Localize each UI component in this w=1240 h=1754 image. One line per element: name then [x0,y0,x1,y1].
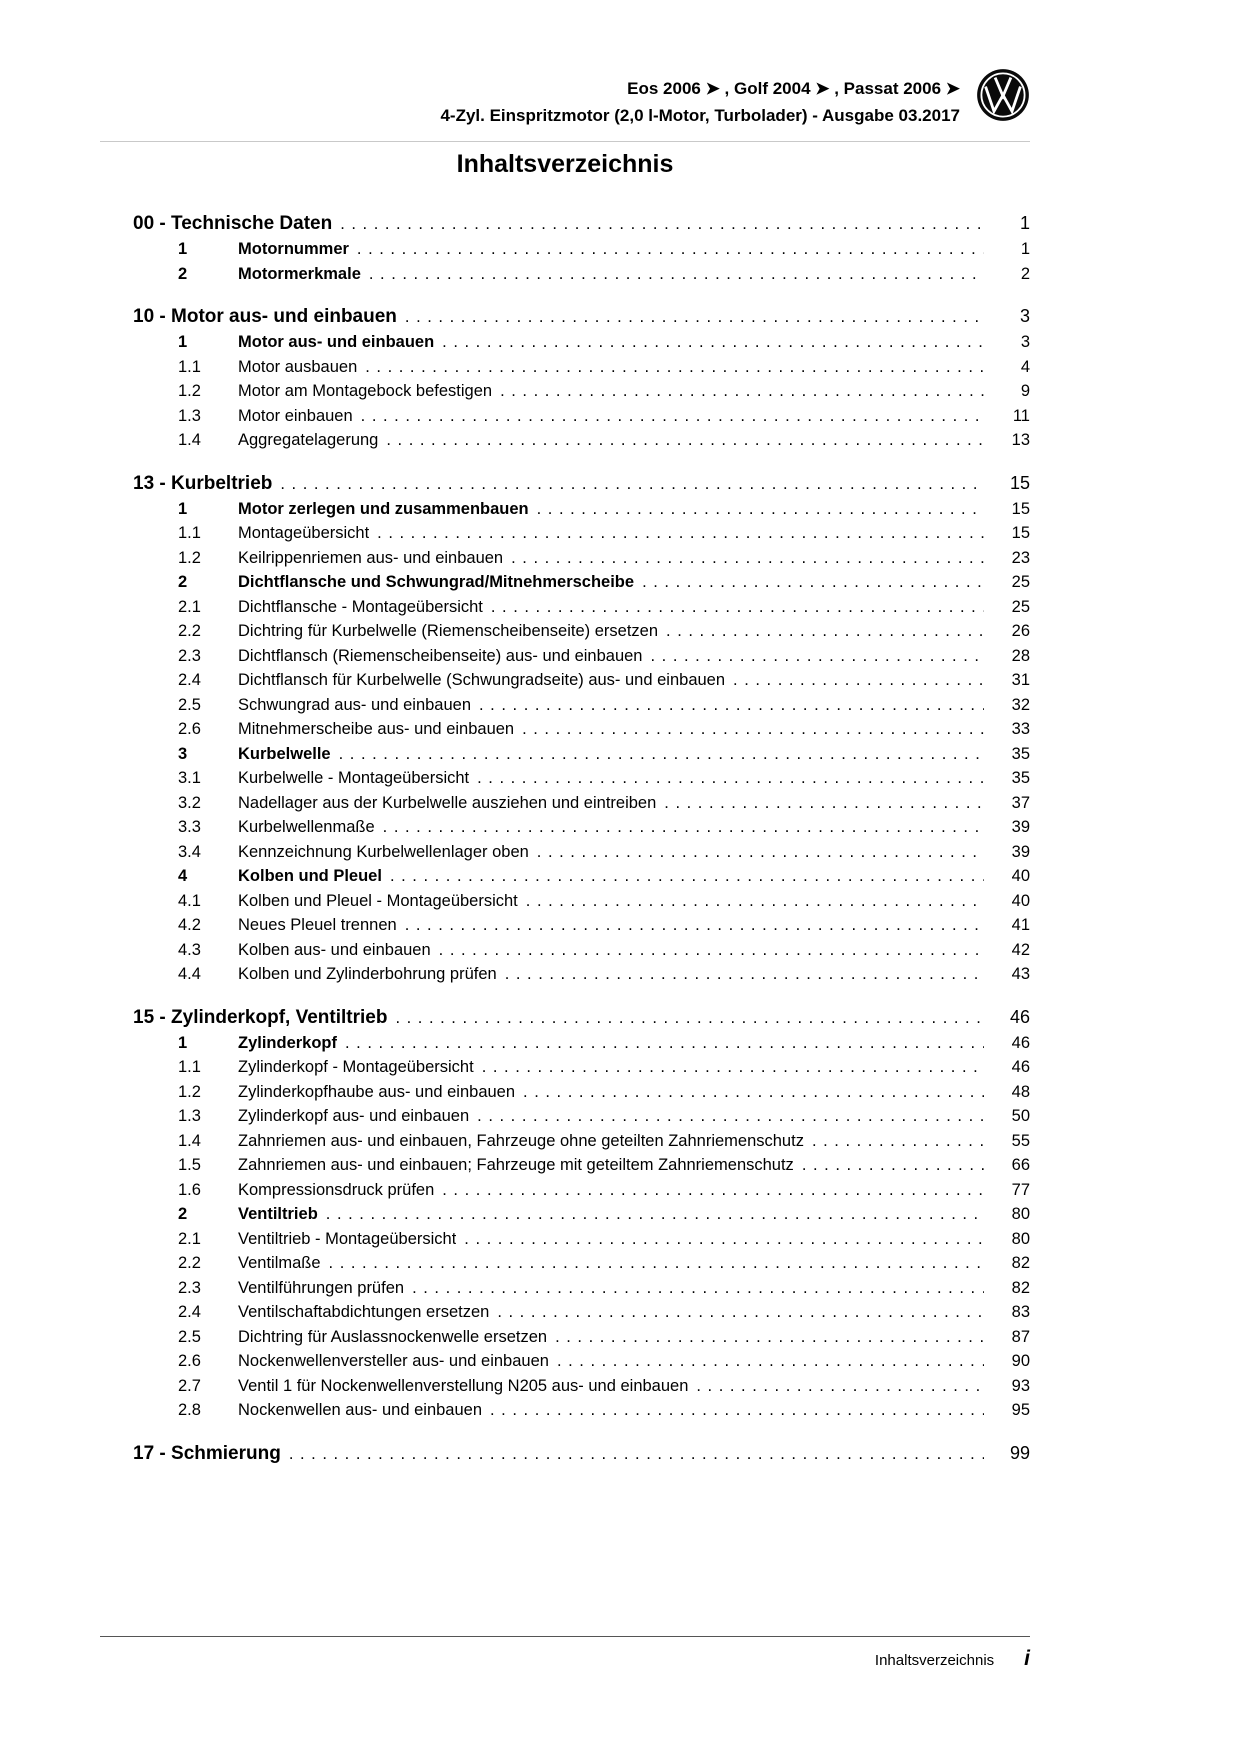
dot-leader [802,1153,984,1178]
toc-entry-row [133,1129,1030,1154]
entry-label: Mitnehmerscheibe aus- und einbauen [238,720,515,738]
dot-leader [383,815,984,840]
toc-section-row [133,303,1030,330]
entry-label: Ventilschaftabdichtungen ersetzen [238,1303,490,1321]
header-text [440,68,960,129]
dot-leader [386,428,984,453]
dot-leader [522,717,984,742]
entry-number: 2.3 [178,1278,201,1297]
section-label: 17 - Schmierung [133,1442,281,1464]
dot-leader [490,1398,984,1423]
header-divider [100,141,1030,142]
header-subtitle: 4-Zyl. Einspritzmotor (2,0 l-Motor, Turbolader) - Ausgabe 03.2017 [440,106,960,125]
entry-page-number: 46 [1011,1058,1030,1076]
entry-label: Zylinderkopfhaube aus- und einbauen [238,1082,516,1101]
entry-page-number: 1 [1020,240,1030,258]
entry-label: Kolben aus- und einbauen [238,940,431,959]
entry-label: Dichtflansch für Kurbelwelle (Schwungradseite) aus- und einbauen [238,671,726,689]
entry-page-number: 55 [1011,1131,1030,1150]
entry-number: 2.5 [178,1327,201,1346]
dot-leader [439,938,984,963]
footer-label: Inhaltsverzeichnis [874,1652,995,1669]
dot-leader [664,791,984,816]
dot-leader [537,840,984,865]
section-label: 10 - Motor aus- und einbauen [133,306,397,327]
entry-page-number: 37 [1011,793,1030,812]
entry-number: 4.1 [178,891,201,910]
entry-label: Zahnriemen aus- und einbauen, Fahrzeuge ohne geteilten Zahnriemenschutz [238,1131,804,1150]
entry-label: Ventil 1 für Nockenwellenverstellung N205 aus- und einbauen [238,1376,689,1395]
toc-entry-row [133,262,1030,287]
footer-page-number: i [1024,1647,1030,1670]
entry-page-number: 26 [1011,622,1030,640]
entry-label: Motor aus- und einbauen [238,333,435,351]
toc-entry-row [133,840,1030,865]
entry-number: 2.2 [178,1254,201,1272]
dot-leader [369,262,984,287]
dot-leader [650,644,984,669]
toc-entry-row [133,791,1030,816]
dot-leader [405,304,984,330]
entry-number: 1.3 [178,406,201,425]
dot-leader [464,1227,984,1252]
dot-leader [526,889,984,914]
toc-entry-row [133,379,1030,404]
toc-entry-row [133,1080,1030,1105]
entry-number: 3.1 [178,769,201,787]
toc-entry-row [133,1178,1030,1203]
entry-label: Ventiltrieb - Montageübersicht [238,1229,457,1248]
entry-label: Dichtflansche - Montageübersicht [238,597,483,616]
entry-page-number: 28 [1011,646,1030,665]
entry-label: Keilrippenriemen aus- und einbauen [238,548,504,567]
entry-number: 1.1 [178,524,201,542]
toc-entry-row [133,1398,1030,1423]
entry-page-number: 80 [1011,1229,1030,1248]
entry-number: 2.2 [178,622,201,640]
entry-page-number: 15 [1011,524,1030,542]
toc-entry-row [133,570,1030,595]
entry-label: Ventilführungen prüfen [238,1278,405,1297]
dot-leader [523,1080,984,1105]
entry-number: 4 [178,867,188,885]
entry-page-number: 39 [1011,818,1030,836]
toc-section-row [133,1004,1030,1031]
dot-leader [477,1104,984,1129]
toc-section-row [133,1440,1030,1467]
entry-label: Motor am Montagebock befestigen [238,382,493,400]
entry-number: 2.4 [178,671,201,689]
entry-label: Kompressionsdruck prüfen [238,1180,435,1199]
toc-entry-row [133,619,1030,644]
toc-entry-row [133,693,1030,718]
toc-entry-row [133,864,1030,889]
entry-number: 3.4 [178,842,201,861]
dot-leader [395,1005,984,1031]
entry-number: 3.3 [178,818,201,836]
dot-leader [497,1300,984,1325]
dot-leader [733,668,984,693]
entry-label: Motor einbauen [238,406,353,425]
entry-number: 2.1 [178,1229,201,1248]
entry-label: Schwungrad aus- und einbauen [238,695,472,714]
entry-number: 2.3 [178,646,201,665]
toc-section-row [133,210,1030,237]
entry-number: 1.2 [178,548,201,567]
dot-leader [812,1129,984,1154]
entry-page-number: 35 [1011,744,1030,763]
toc-entry-row [133,546,1030,571]
entry-number: 3.2 [178,793,201,812]
dot-leader [642,570,984,595]
dot-leader [390,864,984,889]
entry-page-number: 90 [1011,1352,1030,1370]
toc-entry-row [133,1276,1030,1301]
entry-label: Kurbelwelle - Montageübersicht [238,769,470,787]
entry-number: 4.3 [178,940,201,959]
entry-page-number: 82 [1011,1254,1030,1272]
entry-label: Dichtflansche und Schwungrad/Mitnehmerscheibe [238,573,635,591]
entry-number: 1.4 [178,431,201,449]
toc-entry-row [133,1227,1030,1252]
toc-entry-row [133,644,1030,669]
toc-entry-row [133,404,1030,429]
header [100,68,1030,129]
entry-label: Dichtring für Auslassnockenwelle ersetzen [238,1327,548,1346]
toc-entry-row [133,1374,1030,1399]
dot-leader [555,1325,984,1350]
dot-leader [365,355,984,380]
entry-number: 2.1 [178,597,201,616]
section-page-number: 99 [1009,1442,1030,1463]
entry-number: 2.8 [178,1401,201,1419]
footer [100,1636,1030,1671]
entry-page-number: 43 [1011,965,1030,983]
entry-number: 1.6 [178,1180,201,1199]
entry-number: 1 [178,499,188,518]
entry-page-number: 23 [1011,548,1030,567]
toc-entry-row [133,815,1030,840]
entry-label: Montageübersicht [238,524,370,542]
toc-entry-row [133,1251,1030,1276]
toc-entry-row [133,355,1030,380]
entry-label: Motor zerlegen und zusammenbauen [238,499,529,518]
entry-page-number: 35 [1011,769,1030,787]
entry-page-number: 15 [1011,499,1030,518]
section-page-number: 15 [1009,472,1030,493]
header-models: Eos 2006 ➤ , Golf 2004 ➤ , Passat 2006 ➤ [627,79,960,98]
dot-leader [482,1055,984,1080]
toc [133,210,1030,1467]
dot-leader [412,1276,984,1301]
entry-number: 1.2 [178,382,201,400]
toc-entry-row [133,330,1030,355]
entry-page-number: 31 [1011,671,1030,689]
entry-number: 1.1 [178,1058,201,1076]
dot-leader [557,1349,984,1374]
entry-page-number: 48 [1011,1082,1030,1101]
toc-entry-row [133,1153,1030,1178]
vw-logo-icon [976,68,1030,122]
entry-number: 2.7 [178,1376,201,1395]
dot-leader [479,693,984,718]
entry-number: 2.6 [178,1352,201,1370]
dot-leader [477,766,984,791]
toc-entry-row [133,428,1030,453]
entry-label: Neues Pleuel trennen [238,916,397,934]
toc-entry-row [133,717,1030,742]
entry-page-number: 32 [1011,695,1030,714]
entry-label: Dichtflansch (Riemenscheibenseite) aus- und einbauen [238,646,643,665]
dot-leader [500,379,984,404]
entry-label: Dichtring für Kurbelwelle (Riemenscheibenseite) ersetzen [238,622,659,640]
entry-page-number: 25 [1011,597,1030,616]
toc-entry-row [133,668,1030,693]
entry-number: 1.5 [178,1156,201,1174]
toc-entry-row [133,938,1030,963]
entry-page-number: 82 [1011,1278,1030,1297]
entry-page-number: 40 [1011,891,1030,910]
dot-leader [289,1441,984,1467]
entry-page-number: 4 [1020,357,1030,376]
toc-entry-row [133,497,1030,522]
toc-section-row [133,470,1030,497]
dot-leader [340,211,984,237]
section-label: 15 - Zylinderkopf, Ventiltrieb [133,1006,388,1028]
dot-leader [442,330,984,355]
entry-label: Kolben und Pleuel [238,867,382,885]
entry-label: Nadellager aus der Kurbelwelle ausziehen und eintreiben [238,793,657,812]
dot-leader [442,1178,984,1203]
entry-number: 1 [178,333,188,351]
section-page-number: 3 [1019,306,1030,326]
dot-leader [377,521,984,546]
entry-label: Aggregatelagerung [238,431,379,449]
dot-leader [345,1031,984,1056]
entry-label: Ventiltrieb [238,1205,318,1223]
entry-label: Kurbelwellenmaße [238,818,375,836]
entry-page-number: 39 [1011,842,1030,861]
entry-label: Kennzeichnung Kurbelwellenlager oben [238,842,529,861]
section-label: 13 - Kurbeltrieb [133,472,273,494]
section-label: 00 - Technische Daten [133,213,333,234]
entry-label: Kurbelwelle [238,744,331,763]
toc-entry-row [133,913,1030,938]
toc-entry-row [133,1031,1030,1056]
entry-page-number: 41 [1011,916,1030,934]
entry-number: 2.6 [178,720,201,738]
entry-page-number: 93 [1011,1376,1030,1395]
entry-label: Kolben und Zylinderbohrung prüfen [238,965,497,983]
entry-page-number: 11 [1012,406,1030,425]
dot-leader [339,742,984,767]
entry-label: Motor ausbauen [238,357,358,376]
toc-entry-row [133,962,1030,987]
dot-leader [505,962,984,987]
toc-entry-row [133,1202,1030,1227]
entry-page-number: 83 [1011,1303,1030,1321]
entry-number: 2 [178,1205,188,1223]
dot-leader [696,1374,984,1399]
toc-entry-row [133,237,1030,262]
entry-number: 1.1 [178,357,201,376]
entry-number: 1.4 [178,1131,201,1150]
entry-number: 2 [178,573,188,591]
entry-number: 1.3 [178,1107,201,1125]
dot-leader [537,497,984,522]
entry-page-number: 66 [1011,1156,1030,1174]
entry-page-number: 42 [1011,940,1030,959]
toc-entry-row [133,1300,1030,1325]
section-page-number: 1 [1019,213,1030,233]
entry-number: 2.4 [178,1303,201,1321]
toc-entry-row [133,1325,1030,1350]
page-title: Inhaltsverzeichnis [456,150,674,178]
dot-leader [357,237,984,262]
entry-number: 4.4 [178,965,201,983]
toc-entry-row [133,1055,1030,1080]
toc-entry-row [133,521,1030,546]
entry-label: Zylinderkopf [238,1033,338,1052]
entry-page-number: 2 [1020,264,1030,283]
entry-page-number: 95 [1011,1401,1030,1419]
entry-page-number: 50 [1011,1107,1030,1125]
entry-number: 3 [178,744,188,763]
dot-leader [405,913,984,938]
entry-page-number: 87 [1011,1327,1030,1346]
entry-page-number: 25 [1011,573,1030,591]
toc-entry-row [133,1349,1030,1374]
dot-leader [326,1202,984,1227]
toc-entry-row [133,742,1030,767]
dot-leader [361,404,984,429]
section-page-number: 46 [1009,1006,1030,1027]
entry-page-number: 33 [1011,720,1030,738]
entry-page-number: 77 [1011,1180,1030,1199]
entry-label: Motormerkmale [238,264,361,283]
toc-entry-row [133,889,1030,914]
dot-leader [329,1251,984,1276]
entry-page-number: 46 [1011,1033,1030,1052]
entry-label: Nockenwellenversteller aus- und einbauen [238,1352,549,1370]
entry-page-number: 13 [1011,431,1030,449]
toc-entry-row [133,595,1030,620]
entry-page-number: 40 [1011,867,1030,885]
entry-label: Ventilmaße [238,1254,321,1272]
entry-label: Nockenwellen aus- und einbauen [238,1401,483,1419]
entry-label: Motornummer [238,240,349,258]
entry-number: 1.2 [178,1082,201,1101]
entry-label: Kolben und Pleuel - Montageübersicht [238,891,518,910]
dot-leader [491,595,984,620]
dot-leader [666,619,984,644]
entry-page-number: 9 [1020,382,1030,400]
entry-label: Zylinderkopf aus- und einbauen [238,1107,470,1125]
entry-number: 2 [178,264,188,283]
entry-label: Zahnriemen aus- und einbauen; Fahrzeuge mit geteiltem Zahnriemenschutz [238,1156,794,1174]
entry-page-number: 80 [1011,1205,1030,1223]
dot-leader [511,546,984,571]
entry-number: 2.5 [178,695,201,714]
entry-number: 4.2 [178,916,201,934]
entry-number: 1 [178,240,188,258]
toc-entry-row [133,766,1030,791]
dot-leader [280,471,984,497]
entry-page-number: 3 [1020,333,1030,351]
entry-label: Zylinderkopf - Montageübersicht [238,1058,474,1076]
entry-number: 1 [178,1033,188,1052]
toc-entry-row [133,1104,1030,1129]
